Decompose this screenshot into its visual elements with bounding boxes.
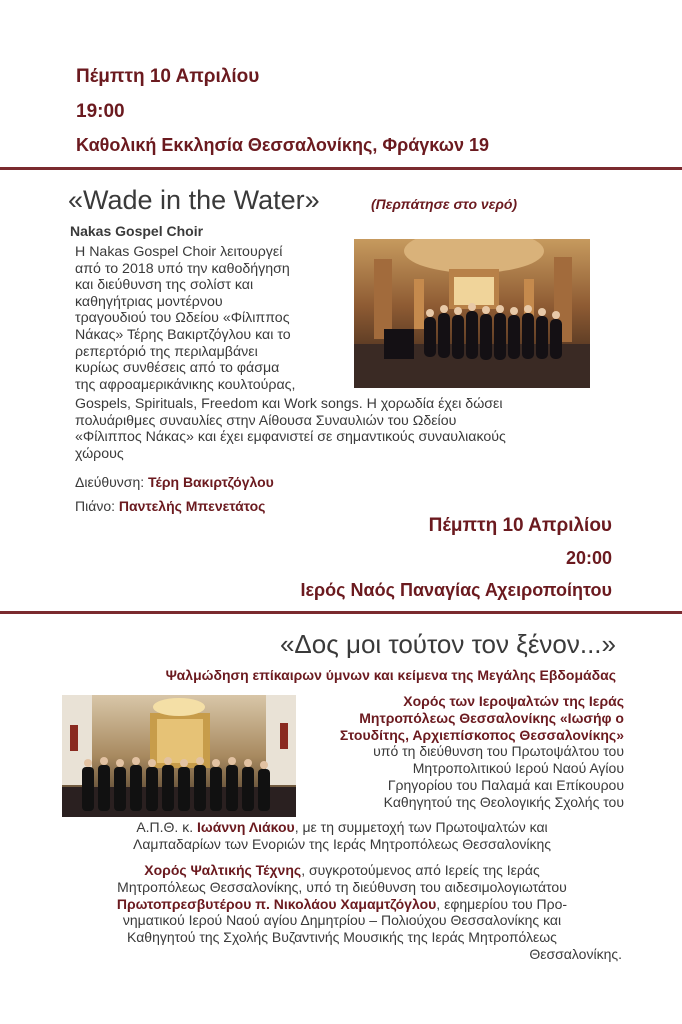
event2-time: 20:00 [565, 548, 612, 568]
piano-label: Πιάνο: [75, 498, 115, 514]
choir1-line5-a: Α.Π.Θ. κ. [136, 819, 194, 835]
choir2-a: , συγκροτούμενος από Ιερείς της Ιεράς [301, 862, 540, 878]
desc-line: από το 2018 υπό την καθοδήγηση [75, 260, 290, 277]
desc-line: της αφροαμερικάνικης κουλτούρας, [75, 376, 296, 393]
choir1-text-line: Μητροπολιτικού Ιερού Ναού Αγίου [412, 760, 624, 777]
choir2-priest: Πρωτοπρεσβυτέρου π. Νικολάου Χαμαμτζόγλου [116, 895, 437, 912]
desc-line: πολυάριθμες συναυλίες στην Αίθουσα Συναυλιών του Ωδείου [75, 412, 457, 429]
event1-description-wrap [75, 244, 347, 393]
event1-title: «Wade in the Water» [68, 185, 320, 215]
event1-time: 19:00 [76, 101, 125, 122]
gospel-choir-photo [354, 239, 590, 388]
choir2-line: Καθηγητού της Σχολής Βυζαντινής Μουσικής της Ιεράς Μητροπόλεως [127, 929, 557, 946]
choir2-line: νηματικού Ιερού Ναού αγίου Δημητρίου – Πολιούχου Θεσσαλονίκης και [122, 912, 562, 929]
choir2-line1 [58, 862, 626, 879]
choir1-text-line: Γρηγορίου του Παλαμά και Επίκουρου [387, 776, 624, 793]
desc-line: ρεπερτόριό της περιλαμβάνει [75, 343, 258, 360]
desc-line: κυρίως συνθέσεις από το φάσμα [75, 360, 280, 377]
desc-line: χώρους [75, 445, 124, 462]
direction-name: Τέρη Βακιρτζόγλου [148, 474, 274, 490]
event2-date: Πέμπτη 10 Απριλίου [428, 515, 612, 536]
choir1-text-line: Καθηγητού της Θεολογικής Σχολής του [383, 793, 624, 810]
choir2-block [58, 862, 626, 963]
desc-line: Η Nakas Gospel Choir λειτουργεί [75, 244, 283, 260]
event1-ensemble: Nakas Gospel Choir [70, 223, 204, 239]
choir1-name-line: Στουδίτης, Αρχιεπίσκοπος Θεσσαλονίκης» [339, 726, 624, 743]
desc-line: και διεύθυνση της σολίστ και [75, 277, 254, 294]
event1-venue: Καθολική Εκκλησία Θεσσαλονίκης, Φράγκων 19 [76, 135, 489, 155]
event2-venue: Ιερός Ναός Παναγίας Αχειροποίητου [300, 580, 612, 600]
choir1-line6: Λαμπαδαρίων των Ενοριών της Ιεράς Μητροπόλεως Θεσσαλονίκης [132, 835, 552, 852]
desc-line: καθηγήτριας μοντέρνου [75, 293, 223, 310]
event1-date: Πέμπτη 10 Απριλίου [76, 66, 260, 87]
choir1-line5-b: , με τη συμμετοχή των Πρωτοψαλτών και [294, 819, 548, 835]
choir1-name-line: Χορός των Ιεροψαλτών της Ιεράς [403, 693, 624, 709]
desc-line: «Φίλιππος Νάκας» και έχει εμφανιστεί σε σημαντικούς συναυλιακούς [75, 429, 506, 446]
choir2-b: , εφημερίου του Προ- [436, 895, 568, 912]
desc-line: τραγουδιού του Ωδείου «Φίλιππος [75, 310, 290, 327]
choir1-block [294, 693, 624, 811]
choir2-line3 [58, 896, 626, 913]
event1-piano [75, 498, 265, 514]
choir2-name: Χορός Ψαλτικής Τέχνης [144, 862, 302, 878]
choir1-text-line: υπό τη διεύθυνση του Πρωτοψάλτου του [373, 743, 624, 760]
choir2-line: Θεσσαλονίκης. [529, 945, 622, 962]
event1-subtitle: (Περπάτησε στο νερό) [371, 196, 518, 212]
event1-direction [75, 474, 274, 490]
choir1-conductor: Ιωάννη Λιάκου [197, 819, 295, 835]
desc-line: Νάκας» Τέρης Βακιρτζόγλου και το [75, 326, 291, 343]
event2-title: «Δος μοι τούτον τον ξένον...» [279, 629, 616, 659]
choir1-line5 [62, 819, 622, 836]
divider-2 [0, 611, 682, 614]
choir1-continuation [62, 819, 622, 853]
piano-name: Παντελής Μπενετάτος [118, 498, 266, 514]
event1-description-full [75, 396, 635, 462]
desc-line: Gospels, Spirituals, Freedom και Work songs. Η χορωδία έχει δώσει [75, 396, 503, 412]
choir1-name-line: Μητροπόλεως Θεσσαλονίκης «Ιωσήφ ο [359, 709, 624, 726]
byzantine-choir-photo [62, 695, 296, 817]
divider-1 [0, 167, 682, 170]
choir2-line2: Μητροπόλεως Θεσσαλονίκης, υπό τη διεύθυνση του αιδεσιμολογιωτάτου [117, 878, 567, 895]
direction-label: Διεύθυνση: [75, 474, 145, 490]
event2-subtitle: Ψαλμώδηση επίκαιρων ύμνων και κείμενα της Μεγάλης Εβδομάδας [165, 667, 616, 683]
